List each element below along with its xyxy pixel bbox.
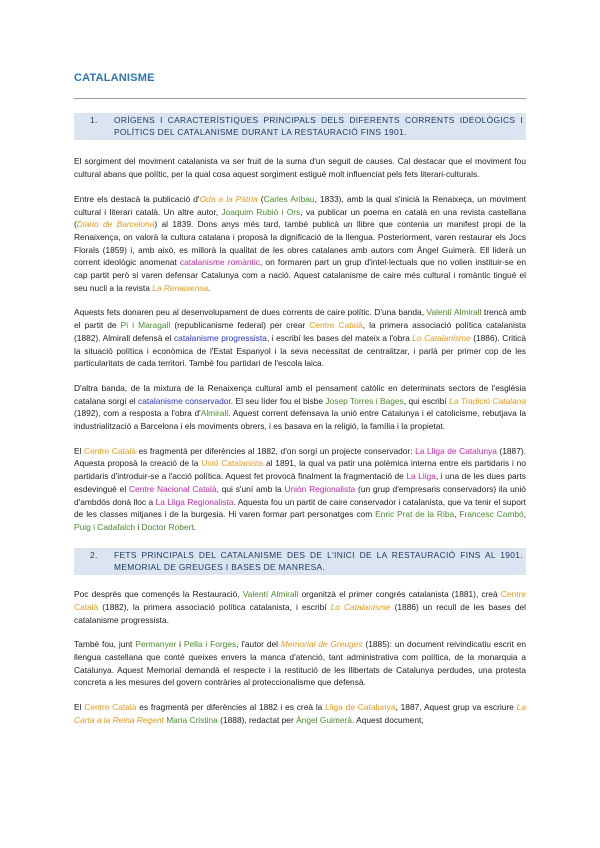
paragraph-restauracio: [74, 588, 526, 626]
text-run: . Aquest corrent defensava la unió entre Catalunya i el catolicisme, rebutjava la industrialització a Barcelona i els moviments obrers, i es basava en la religió, la família i la propietat.: [74, 408, 526, 432]
paragraph-renaixenca: [74, 193, 526, 295]
person-name-josep-torres-i-bages: Josep Torres i Bages: [325, 395, 404, 406]
text-run: El sorgiment del moviment catalanista va ser fruit de la suma d'un seguit de causes. Cal destacar que el moviment fou cultural abans que polític, per la qual cosa aquest sorgiment estigué molt influenciat pels fets literari-culturals.: [74, 156, 526, 180]
text-run: D'altra banda, de la mixtura de la Renaixença cultural amb el pensament catòlic en determinats sectors de l'església catalana sorgí el: [74, 382, 526, 406]
text-run: , on formaren part un grup d'intel·lectuals que no volien instituir-se en cap partit però si varen defensar Catalunya com a nació. Aquest catalanisme de caire més cultural i romàntic tingué el seu nucli a la revista: [74, 257, 526, 293]
text-run: i: [176, 639, 184, 650]
title-divider: [74, 98, 526, 99]
person-name-carles-aribau: Carles Aribau: [263, 193, 315, 204]
text-run: Entre els destacà la publicació d': [74, 193, 200, 204]
text-run: trencà amb el partit de: [74, 307, 526, 331]
org-name-la-lliga-regionalista: La Lliga Regionalista: [155, 496, 234, 507]
person-name-doctor-robert: Doctor Robert: [141, 521, 194, 532]
section-heading-text: ORÍGENS I CARACTERÍSTIQUES PRINCIPALS DELS DIFERENTS CORRENTS IDEOLÒGICS I POLÍTICS DEL CATALANISME DURANT LA RESTAURACIÓ FINS 1901.: [114, 115, 523, 138]
text-run: . Aquesta fou un partit de caire conservador i catalanista, que va tenir el suport de les classes mitjanes i de la burgesia. Hi varen formar part personatges com: [74, 496, 526, 520]
org-name-centre-nacional-catala: Centre Nacional Català: [129, 483, 217, 494]
org-name-centre-catala: Centre Català: [74, 589, 526, 612]
text-run: , qui escribí: [403, 395, 450, 406]
work-title-lo-catalanisme: Lo Catalanisme: [412, 332, 471, 343]
text-run: al 1891, la qual va patir una polèmica interna entre els partidaris i no partidaris d'introduir-se a l'acció política. Aquest fet provocà finalment la fragmentació de: [74, 458, 526, 482]
org-name-unio-catalanista: Unió Catalanista: [201, 458, 264, 469]
text-run: , va publicar un poema en català en una revista castellana (: [74, 206, 527, 230]
org-name-centre-catala: Centre Català: [309, 320, 363, 331]
text-run: organitzà el primer congrés catalanista (1881), creà: [298, 589, 501, 600]
paragraph-conservador: [74, 382, 526, 433]
text-run: El: [74, 702, 85, 713]
text-run: (1888), redactat per: [217, 714, 297, 725]
org-name-la-lliga: La Lliga: [406, 471, 436, 482]
text-run: Poc després que començés la Restauració,: [74, 589, 243, 600]
text-run: .: [208, 282, 211, 293]
text-run: També fou, junt: [74, 639, 136, 650]
text-run: es fragmentà per diferències al 1882 i es creà la: [136, 702, 326, 713]
work-title-la-tradicio-catalana: La Tradició Catalana: [449, 395, 526, 406]
text-run: (: [257, 193, 264, 204]
org-name-centre-catala: Centre Català: [84, 445, 136, 456]
work-title-diario-de-barcelona: Diario de Barcelona: [76, 219, 155, 230]
text-run: El: [74, 445, 85, 456]
text-run: es fragmentà per diferències al 1882, d'on sorgí un projecte conservador:: [135, 445, 416, 456]
work-title-la-carta-a-la-reina-regent: La Carta a la Reina Regent: [74, 702, 526, 725]
text-run: , la primera associació política catalanista (1882). Almirall defensà el: [74, 320, 526, 343]
ideology-catalanisme-conservador: catalanisme conservador: [138, 395, 231, 406]
document-title: CATALANISME: [74, 72, 155, 84]
work-title-memorial-de-greuges: Memorial de Greuges: [280, 639, 363, 650]
text-run: ,: [523, 509, 527, 520]
text-run: , 1833), amb la qual s'inicià la Renaixeça, un moviment cultural i literari català. Un altre autor,: [74, 193, 526, 217]
person-name-pi-i-maragall: Pi i Maragall: [120, 320, 171, 331]
section-number: 1.: [90, 115, 98, 125]
text-run: , i escribí les bases del mateix a l'obra: [266, 332, 413, 343]
person-name-almirall: Almirall: [200, 408, 229, 419]
section-heading-2: [74, 548, 526, 575]
person-name-francesc-cambo: Francesc Cambó: [459, 509, 524, 520]
text-run: . El seu líder fou el bisbe: [230, 395, 326, 406]
text-run: .: [193, 521, 196, 532]
person-name-valenti-almirall: Valentí Almirall: [426, 307, 482, 318]
person-name-valenti-almirall: Valentí Almirall: [242, 589, 299, 600]
text-run: ,: [454, 509, 460, 520]
person-name-pella-i-forges: Pella i Forges: [183, 639, 237, 650]
text-run: Aquests fets donaren peu al desenvolupament de dues corrents de caire polític. D'una banda,: [74, 307, 427, 318]
paragraph-lliga: [74, 445, 526, 534]
person-name-angel-guimera: Àngel Guimerà: [296, 714, 352, 725]
org-name-la-lliga-de-catalunya: La Lliga de Catalunya: [415, 445, 497, 456]
org-name-union-regionalista: Unión Regionalista: [284, 483, 356, 494]
text-run: . Aquest document,: [351, 714, 424, 725]
paragraph-memorial: [74, 638, 526, 689]
work-title-la-renaixensa: La Renaixensa: [152, 282, 209, 293]
paragraph-carta-reina: [74, 701, 526, 726]
text-run: (1882), la primera associació política catalanista, i escribí: [98, 601, 331, 612]
org-name-lliga-de-catalunya: Lliga de Catalunya: [325, 702, 396, 713]
paragraph-origins: [74, 155, 526, 180]
text-run: (un grup d'empresaris conservadors) ila unió d'ambdós donà lloc a: [74, 483, 526, 507]
person-name-joaquim-rubio-i-ors: Joaquim Rubió i Ors: [221, 206, 301, 217]
work-title-oda-a-la-patria: Oda a la Pàtria: [199, 193, 258, 204]
text-run: (1886) un recull de les bases del catalanisme progressista.: [74, 601, 526, 625]
person-name-maria-cristina: Maria Cristina: [166, 714, 218, 725]
text-run: , qui s'uní amb la: [216, 483, 285, 494]
text-run: (1885): un document reivindicatiu escrit en llengua castellana que conté queixes envers la manca d'atenció, tant administrativa com política, de la monarquia a Catalunya. Aquest Memorial demandà el respecte i la restitució de les llibertats de Catalunya perdudes, una protesta concreta a les mesures del govern contràries al proteccionalisme que defensà.: [74, 639, 527, 688]
text-run: , 1887, Aquest grup va escriure: [395, 702, 517, 713]
text-run: (1892), com a resposta a l'obra d': [74, 408, 201, 419]
text-run: , i una de les dues parts esdevingué el: [74, 471, 526, 494]
section-heading-1: [74, 113, 526, 140]
org-name-centre-catala: Centre Català: [84, 702, 137, 713]
text-run: i: [135, 521, 142, 532]
text-run: (1887). Aquesta proposà la creació de la: [74, 445, 526, 469]
person-name-puig-i-cadafalch: Puig i Cadafalch: [74, 521, 135, 532]
section-heading-text: FETS PRINCIPALS DEL CATALANISME DES DE L'INICI DE LA RESTAURACIÓ FINS AL 1901. MEMORIAL DE GREUGES I BASES DE MANRESA.: [114, 549, 523, 572]
ideology-catalanisme-romantic: catalanisme romàntic: [179, 257, 260, 268]
text-run: (1886). Criticà la situació política i econòmica de l'Estat Espanyol i la seva necessitat de centralitzar, i parlà per primer cop de les particularitats de cada territori. També fou partidari de l'escola laica.: [74, 332, 527, 369]
document-page: [74, 72, 526, 726]
text-run: , l'autor del: [236, 639, 281, 650]
section-number: 2.: [90, 549, 98, 560]
person-name-enric-prat-de-la-riba: Enric Prat de la Riba: [375, 509, 455, 520]
work-title-lo-catalanisme: Lo Catalanisme: [330, 601, 391, 612]
text-run: ) al 1839. Dons anys més tard, també publicà un llibre que contenia un manifest propi de la Renaixença, on valorà la cultura catalana i proposà la dignificació de la llengua. Posteriorment, varen restaurar els Jocs Florals (1859) i, amb això, es millorà la qualitat de les obres catalanes amb autors com Àngel Guimerà. Ell liderà un corrent ideològic anomenat: [74, 219, 526, 268]
person-name-permanyer: Permanyer: [135, 639, 177, 650]
paragraph-progressista: [74, 306, 526, 370]
ideology-catalanisme-progressista: catalanisme progressista: [173, 332, 267, 343]
text-run: (republicanisme federal) per crear: [170, 320, 310, 331]
